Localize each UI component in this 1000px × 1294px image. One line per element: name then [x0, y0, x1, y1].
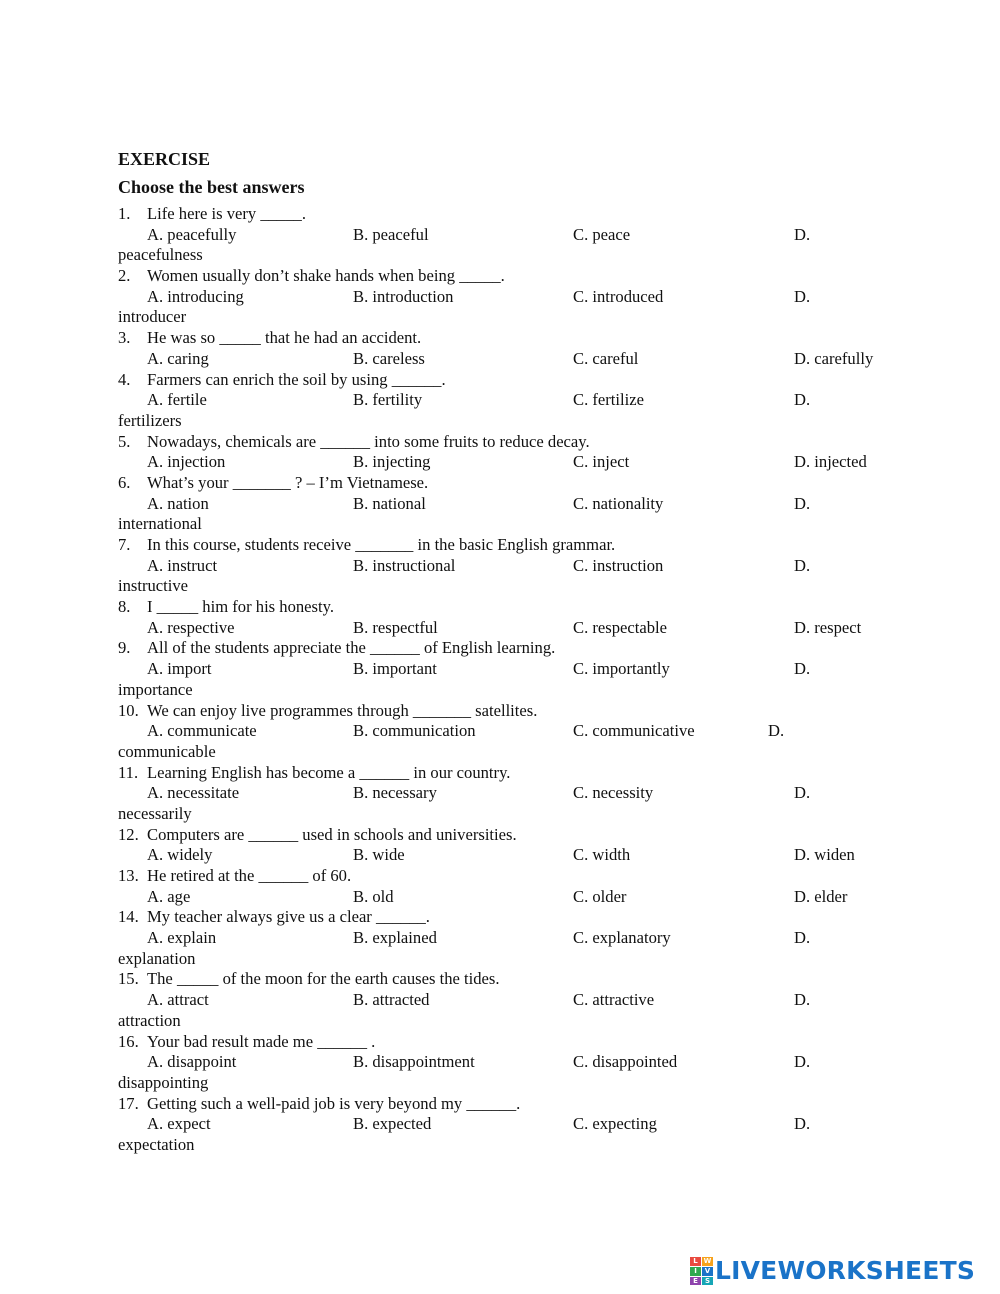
question-number: 16. — [118, 1031, 139, 1051]
option-d-continued[interactable]: peacefulness — [118, 245, 203, 265]
question-item — [118, 370, 918, 432]
option-d-continued[interactable]: fertilizers — [118, 410, 182, 430]
option-a[interactable]: A. disappoint — [147, 1052, 237, 1072]
option-b[interactable]: B. peaceful — [353, 224, 429, 244]
question-text: The _____ of the moon for the earth causes the tides. — [147, 969, 500, 989]
option-c[interactable]: C. necessity — [573, 783, 654, 803]
option-d-continued[interactable]: expectation — [118, 1134, 195, 1154]
question-number: 6. — [118, 472, 131, 492]
question-stem — [118, 432, 918, 453]
answer-options — [118, 287, 918, 308]
option-c[interactable]: C. fertilize — [573, 390, 644, 410]
option-b[interactable]: B. injecting — [353, 452, 431, 472]
option-b[interactable]: B. instructional — [353, 555, 456, 575]
answer-options — [118, 390, 918, 411]
question-stem — [118, 825, 918, 846]
question-number: 7. — [118, 535, 131, 554]
option-d[interactable]: D. elder — [794, 886, 848, 906]
option-d[interactable]: D. — [794, 493, 811, 513]
option-c[interactable]: C. older — [573, 886, 627, 906]
option-d[interactable]: D. respect — [794, 617, 862, 637]
question-stem — [118, 328, 918, 349]
option-d[interactable]: D. — [794, 1052, 811, 1072]
question-text: What’s your _______ ? – I’m Vietnamese. — [147, 472, 429, 492]
option-b[interactable]: B. expected — [353, 1114, 432, 1134]
option-b[interactable]: B. wide — [353, 845, 405, 865]
question-number: 1. — [118, 204, 131, 223]
option-b[interactable]: B. communication — [353, 721, 476, 741]
option-c[interactable]: C. importantly — [573, 659, 670, 679]
option-a[interactable]: A. respective — [147, 617, 235, 637]
option-d[interactable]: D. — [768, 721, 785, 741]
option-a[interactable]: A. peacefully — [147, 224, 237, 244]
option-d[interactable]: D. widen — [794, 845, 855, 865]
question-item — [118, 328, 918, 369]
option-a[interactable]: A. age — [147, 886, 191, 906]
question-stem — [118, 763, 918, 784]
option-a[interactable]: A. expect — [147, 1114, 211, 1134]
answer-options — [118, 1052, 918, 1073]
question-text: Life here is very _____. — [147, 204, 306, 223]
option-a[interactable]: A. necessitate — [147, 783, 240, 803]
option-c[interactable]: C. expecting — [573, 1114, 657, 1134]
exercise-heading: EXERCISE — [118, 149, 211, 169]
question-number: 14. — [118, 907, 139, 927]
question-item — [118, 638, 918, 700]
question-item — [118, 1032, 918, 1094]
option-d-continued[interactable]: explanation — [118, 948, 196, 968]
question-item — [118, 535, 918, 597]
answer-options — [118, 349, 918, 370]
question-text: In this course, students receive _______ in the basic English grammar. — [147, 535, 616, 554]
answer-options — [118, 721, 918, 742]
question-number: 5. — [118, 431, 131, 451]
question-number: 4. — [118, 369, 131, 389]
option-d-continued[interactable]: introducer — [118, 307, 187, 327]
question-stem — [118, 969, 918, 990]
answer-options — [118, 783, 918, 804]
option-d[interactable]: D. — [794, 928, 811, 948]
option-a[interactable]: A. attract — [147, 990, 209, 1010]
option-b[interactable]: B. introduction — [353, 286, 454, 306]
answer-options — [118, 928, 918, 949]
option-c[interactable]: C. peace — [573, 224, 631, 244]
question-number: 9. — [118, 638, 131, 658]
option-d-continued[interactable]: attraction — [118, 1010, 181, 1030]
option-d[interactable]: D. — [794, 783, 811, 803]
question-stem — [118, 473, 918, 494]
option-b[interactable]: B. old — [353, 886, 394, 906]
question-stem — [118, 370, 918, 391]
answer-options — [118, 1114, 918, 1135]
answer-options — [118, 887, 918, 908]
question-number: 10. — [118, 700, 139, 720]
option-c[interactable]: C. respectable — [573, 617, 667, 637]
question-text: Getting such a well-paid job is very beyond my ______. — [147, 1093, 521, 1113]
option-a[interactable]: A. import — [147, 659, 212, 679]
option-b[interactable]: B. fertility — [353, 390, 423, 410]
answer-options — [118, 452, 918, 473]
option-a[interactable]: A. fertile — [147, 390, 207, 410]
exercise-instruction: Choose the best answers — [118, 177, 305, 197]
question-text: He retired at the ______ of 60. — [147, 866, 352, 885]
option-d[interactable]: D. — [794, 286, 811, 306]
question-stem — [118, 638, 918, 659]
question-number: 12. — [118, 824, 139, 844]
option-a[interactable]: A. widely — [147, 845, 213, 865]
option-d[interactable]: D. — [794, 1114, 811, 1134]
option-b[interactable]: B. careless — [353, 348, 425, 368]
question-stem — [118, 266, 918, 287]
option-a[interactable]: A. introducing — [147, 286, 244, 306]
question-text: Nowadays, chemicals are ______ into some fruits to reduce decay. — [147, 431, 590, 451]
question-stem — [118, 597, 918, 618]
answer-options — [118, 556, 918, 577]
question-item — [118, 473, 918, 535]
question-item — [118, 266, 918, 328]
answer-options — [118, 659, 918, 680]
option-a[interactable]: A. nation — [147, 493, 209, 513]
option-d-continued[interactable]: instructive — [118, 576, 189, 596]
question-stem — [118, 1032, 918, 1053]
liveworksheets-logo — [690, 1255, 975, 1285]
option-d[interactable]: D. — [794, 224, 811, 244]
option-a[interactable]: A. communicate — [147, 721, 257, 741]
option-d[interactable]: D. — [794, 390, 811, 410]
liveworksheets-logo-text: LIVEWORKSHEETS — [715, 1255, 976, 1285]
option-c[interactable]: C. attractive — [573, 990, 655, 1010]
option-d-continued[interactable]: importance — [118, 679, 193, 699]
answer-options — [118, 990, 918, 1011]
question-text: Learning English has become a ______ in our country. — [147, 762, 511, 782]
option-c[interactable]: C. explanatory — [573, 928, 671, 948]
option-b[interactable]: B. national — [353, 493, 426, 513]
question-text: Farmers can enrich the soil by using ______. — [147, 369, 446, 389]
question-text: Women usually don’t shake hands when being _____. — [147, 266, 505, 286]
option-c[interactable]: C. careful — [573, 348, 639, 368]
option-b[interactable]: B. necessary — [353, 783, 437, 803]
question-text: Your bad result made me ______ . — [147, 1031, 376, 1051]
answer-options — [118, 225, 918, 246]
question-text: All of the students appreciate the ______ of English learning. — [147, 638, 556, 658]
question-number: 2. — [118, 266, 131, 286]
question-list — [118, 204, 918, 1156]
option-a[interactable]: A. caring — [147, 348, 209, 368]
question-item — [118, 432, 918, 473]
option-d[interactable]: D. injected — [794, 452, 867, 472]
answer-options — [118, 845, 918, 866]
question-item — [118, 969, 918, 1031]
question-number: 3. — [118, 328, 131, 348]
option-a[interactable]: A. explain — [147, 928, 217, 948]
question-text: He was so _____ that he had an accident. — [147, 328, 422, 348]
option-c[interactable]: C. width — [573, 845, 631, 865]
question-item — [118, 825, 918, 866]
option-b[interactable]: B. attracted — [353, 990, 430, 1010]
question-stem — [118, 701, 918, 722]
question-stem — [118, 1094, 918, 1115]
option-d[interactable]: D. — [794, 990, 811, 1010]
option-c[interactable]: C. introduced — [573, 286, 664, 306]
option-b[interactable]: B. important — [353, 659, 437, 679]
option-d[interactable]: D. — [794, 555, 811, 575]
liveworksheets-logo-icon: L W I V E S — [690, 1257, 712, 1283]
question-item — [118, 204, 918, 266]
option-c[interactable]: C. instruction — [573, 555, 664, 575]
option-d[interactable]: D. — [794, 659, 811, 679]
question-number: 13. — [118, 866, 139, 885]
question-item — [118, 866, 918, 907]
option-c[interactable]: C. inject — [573, 452, 630, 472]
worksheet — [118, 146, 918, 1156]
option-a[interactable]: A. instruct — [147, 555, 218, 575]
question-text: I _____ him for his honesty. — [147, 597, 334, 617]
question-stem — [118, 866, 918, 887]
question-stem — [118, 204, 918, 225]
question-text: My teacher always give us a clear ______. — [147, 907, 430, 927]
option-b[interactable]: B. disappointment — [353, 1052, 475, 1072]
answer-options — [118, 618, 918, 639]
option-d[interactable]: D. carefully — [794, 348, 874, 368]
option-c[interactable]: C. nationality — [573, 493, 664, 513]
question-number: 17. — [118, 1093, 139, 1113]
question-text: We can enjoy live programmes through _______ satellites. — [147, 700, 538, 720]
question-item — [118, 701, 918, 763]
option-d-continued[interactable]: communicable — [118, 741, 216, 761]
option-d-continued[interactable]: necessarily — [118, 803, 192, 823]
question-item — [118, 907, 918, 969]
option-a[interactable]: A. injection — [147, 452, 226, 472]
question-stem — [118, 907, 918, 928]
option-b[interactable]: B. explained — [353, 928, 437, 948]
question-text: Computers are ______ used in schools and universities. — [147, 824, 517, 844]
answer-options — [118, 494, 918, 515]
question-stem — [118, 535, 918, 556]
question-item — [118, 763, 918, 825]
question-number: 11. — [118, 762, 139, 782]
option-c[interactable]: C. disappointed — [573, 1052, 678, 1072]
option-c[interactable]: C. communicative — [573, 721, 695, 741]
option-b[interactable]: B. respectful — [353, 617, 438, 637]
question-item — [118, 597, 918, 638]
question-number: 8. — [118, 597, 131, 617]
question-item — [118, 1094, 918, 1156]
option-d-continued[interactable]: international — [118, 514, 202, 534]
option-d-continued[interactable]: disappointing — [118, 1072, 209, 1092]
question-number: 15. — [118, 969, 139, 989]
